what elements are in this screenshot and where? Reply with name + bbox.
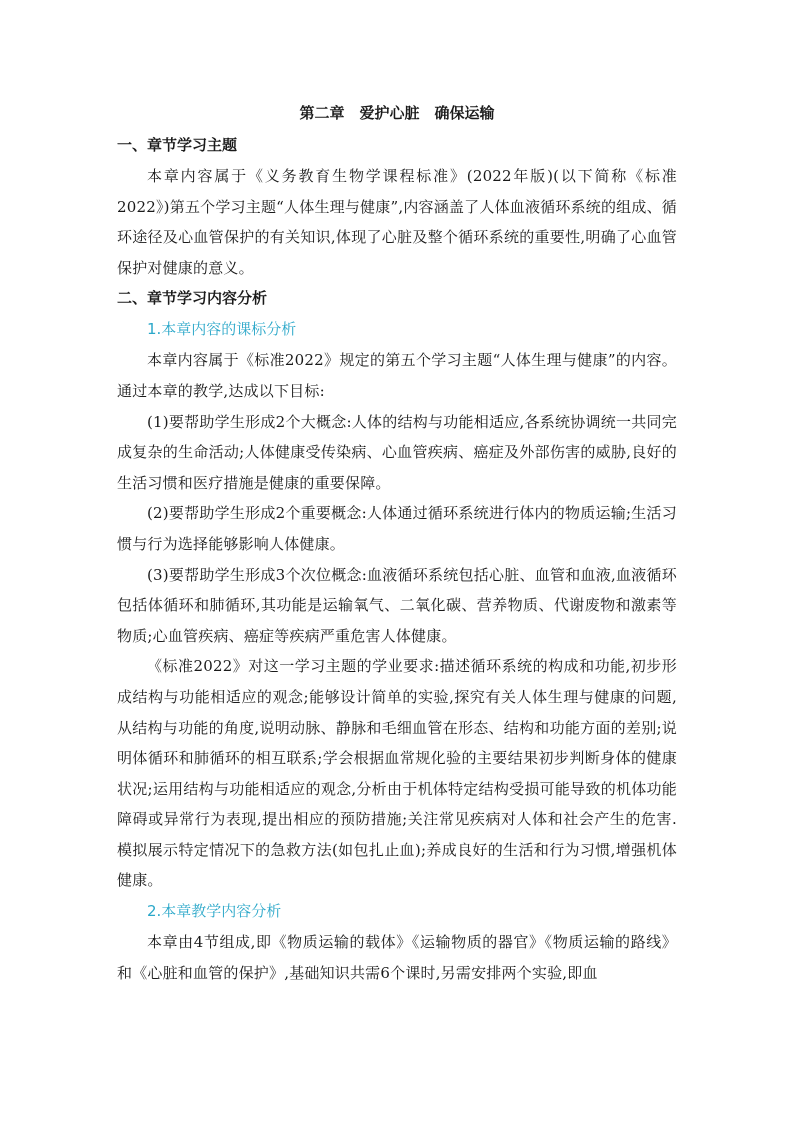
subsection-heading-content: 2.本章教学内容分析 <box>147 902 282 921</box>
chapter-title: 第二章 爱护心脏 确保运输 <box>299 104 495 122</box>
paragraph: 《标准2022》对这一学习主题的学业要求:描述循环系统的构成和功能,初步形成结构与功能相适应的观念;能够设计简单的实验,探究有关人体生理与健康的问题,从结构与功能的角度,说明动脉、静脉和毛细血管在形态、结构和功能方面的差别;说明体循环和肺循环的相互联系;学会根据血常规化验的主要结果初步判断身体的健康状况;运用结构与功能相适应的观念,分析由于机体特定结构受损可能导致的机体功能障碍或异常行为表现,提出相应的预防措施;关注常见疾病对人体和社会产生的危害.模拟展示特定情况下的急救方法(如包扎止血);养成良好的生活和行为习惯,增强机体健康。 <box>117 657 677 890</box>
subsection-heading-standards: 1.本章内容的课标分析 <box>147 320 297 339</box>
paragraph: 本章由4节组成,即《物质运输的载体》《运输物质的器官》《物质运输的路线》和《心脏和血管的保护》,基础知识共需6个课时,另需安排两个实验,即血 <box>117 933 677 982</box>
section-heading-topic: 一、章节学习主题 <box>117 136 238 154</box>
section-heading-analysis: 二、章节学习内容分析 <box>117 289 268 308</box>
document-content <box>117 98 677 988</box>
paragraph: 本章内容属于《义务教育生物学课程标准》(2022年版)(以下简称《标准2022》)第五个学习主题“人体生理与健康”,内容涵盖了人体血液循环系统的组成、循环途径及心血管保护的有关知识,体现了心脏及整个循环系统的重要性,明确了心血管保护对健康的意义。 <box>117 167 677 277</box>
paragraph: (2)要帮助学生形成2个重要概念:人体通过循环系统进行体内的物质运输;生活习惯与行为选择能够影响人体健康。 <box>117 504 677 553</box>
paragraph: 本章内容属于《标准2022》规定的第五个学习主题“人体生理与健康”的内容。通过本章的教学,达成以下目标: <box>117 351 677 400</box>
paragraph: (1)要帮助学生形成2个大概念:人体的结构与功能相适应,各系统协调统一共同完成复杂的生命活动;人体健康受传染病、心血管疾病、癌症及外部伤害的威胁,良好的生活习惯和医疗措施是健康的重要保障。 <box>117 412 677 492</box>
paragraph: (3)要帮助学生形成3个次位概念:血液循环系统包括心脏、血管和血液,血液循环包括体循环和肺循环,其功能是运输氧气、二氧化碳、营养物质、代谢废物和激素等物质;心血管疾病、癌症等疾病严重危害人体健康。 <box>117 565 677 645</box>
